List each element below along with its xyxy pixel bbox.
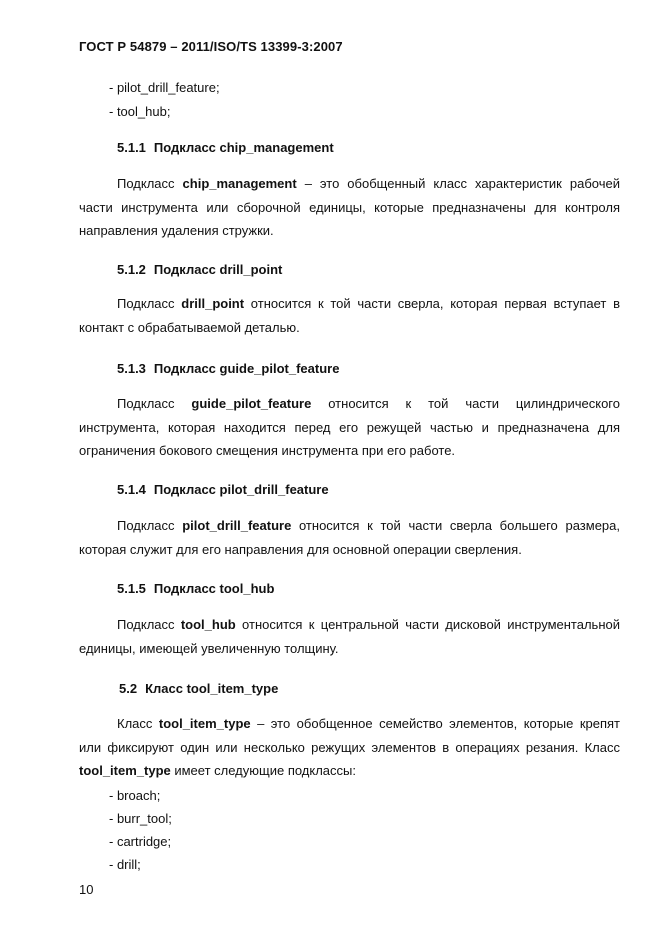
paragraph-line: ограничения бокового смещения инструмента при его работе. [79, 443, 456, 458]
page-number: 10 [79, 882, 94, 897]
section-paragraph [79, 172, 620, 243]
paragraph-line: части инструмента или сборочной единицы, которые предназначены для контроля [79, 199, 620, 215]
class-name: chip_management [182, 176, 297, 191]
paragraph-line: направления удаления стружки. [79, 223, 274, 238]
section-heading [117, 361, 339, 376]
section-paragraph [79, 613, 620, 660]
section-heading [117, 482, 329, 497]
paragraph-line: Подкласс tool_hub относится к центральной части дисковой инструментальной [117, 617, 620, 632]
class-name: guide_pilot_feature [191, 396, 312, 411]
class-name: tool_item_type [158, 716, 251, 731]
section-number: 5.1.4 [117, 482, 146, 497]
class-name: tool_item_type [79, 763, 171, 778]
paragraph-line: Подкласс chip_management – это обобщенный класс характеристик рабочей [117, 176, 620, 191]
section-title: Класс tool_item_type [145, 681, 279, 696]
section-heading [117, 262, 282, 277]
list-item: - drill; [109, 857, 141, 872]
paragraph-line: Подкласс pilot_drill_feature относится к той части сверла большего размера, [117, 518, 620, 533]
paragraph-line: или фиксируют один или несколько режущих элементов в операциях резания. Класс [79, 739, 620, 755]
list-item: - cartridge; [109, 834, 172, 849]
section-paragraph [79, 712, 620, 783]
paragraph-line: tool_item_type имеет следующие подклассы: [79, 763, 356, 778]
section-title: Подкласс tool_hub [153, 581, 275, 596]
list-item: - pilot_drill_feature; [109, 80, 220, 95]
section-title: Подкласс drill_point [153, 262, 283, 277]
section-heading [119, 681, 278, 696]
section-title: Подкласс pilot_drill_feature [153, 482, 329, 497]
paragraph-line: единицы, имеющей увеличенную толщину. [79, 640, 339, 656]
paragraph-line: контакт с обрабатываемой деталью. [79, 319, 300, 335]
paragraph-line: инструмента, которая находится перед его режущей частью и предназначена для [79, 419, 620, 435]
section-number: 5.1.1 [117, 140, 146, 155]
paragraph-line: Класс tool_item_type – это обобщенное семейство элементов, которые крепят [117, 716, 620, 731]
class-name: tool_hub [180, 617, 236, 632]
section-number: 5.2 [119, 681, 138, 696]
paragraph-line: которая служит для его направления для основной операции сверления. [79, 541, 522, 557]
section-number: 5.1.5 [117, 581, 146, 596]
list-item: - burr_tool; [109, 811, 172, 826]
section-heading [117, 140, 334, 155]
section-heading [117, 581, 274, 596]
section-title: Подкласс chip_management [153, 140, 334, 155]
list-item: - broach; [109, 788, 161, 803]
section-number: 5.1.2 [117, 262, 146, 277]
class-name: pilot_drill_feature [182, 518, 292, 533]
class-name: drill_point [181, 296, 245, 311]
document-header: ГОСТ Р 54879 – 2011/ISO/TS 13399-3:2007 [79, 39, 343, 54]
section-paragraph [79, 292, 620, 339]
section-title: Подкласс guide_pilot_feature [153, 361, 340, 376]
list-item: - tool_hub; [109, 104, 171, 119]
section-number: 5.1.3 [117, 361, 146, 376]
paragraph-line: Подкласс guide_pilot_feature относится к той части цилиндрического [117, 396, 620, 411]
section-paragraph [79, 514, 620, 561]
paragraph-line: Подкласс drill_point относится к той части сверла, которая первая вступает в [117, 296, 620, 311]
section-paragraph [79, 392, 620, 463]
